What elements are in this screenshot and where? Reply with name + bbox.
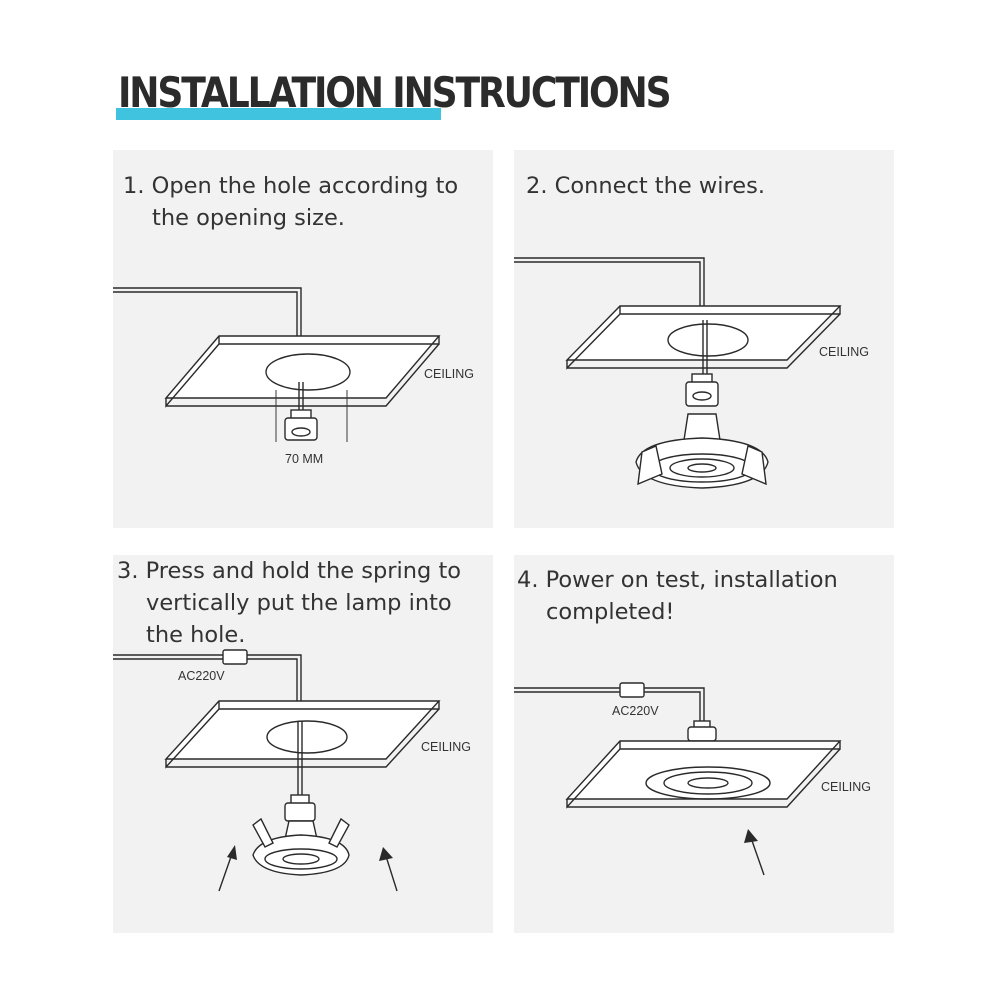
page-title: INSTALLATION INSTRUCTIONS [118, 68, 670, 117]
step-1-panel [113, 150, 493, 528]
step-1-line-2: the opening size. [152, 205, 345, 231]
wire [113, 288, 301, 336]
step-4-line-2: completed! [546, 599, 675, 625]
ceiling-label: CEILING [424, 367, 475, 381]
step-3-diagram [113, 555, 493, 933]
step-2-diagram [514, 150, 894, 528]
push-arrow-right [379, 847, 397, 891]
ceiling-board [567, 741, 840, 799]
step-4-line-1: 4. Power on test, installation [517, 567, 838, 593]
gu10-connector [688, 721, 716, 741]
wire [514, 688, 704, 725]
step-3-panel [113, 555, 493, 933]
voltage-label: AC220V [178, 669, 225, 683]
hole-size-label: 70 MM [285, 452, 324, 466]
terminal-block [620, 683, 644, 697]
step-2-panel [514, 150, 894, 528]
wire [514, 258, 704, 306]
ceiling-label: CEILING [421, 740, 472, 754]
ceiling-label: CEILING [819, 345, 870, 359]
ceiling-label: CEILING [821, 780, 872, 794]
spring-clip-left [253, 819, 273, 847]
voltage-label: AC220V [612, 704, 659, 718]
step-3-line-2: vertically put the lamp into [146, 590, 452, 616]
step-3-line-3: the hole. [146, 622, 246, 648]
step-4-diagram [514, 555, 894, 933]
step-4-panel [514, 555, 894, 933]
downlight-fixture [253, 819, 349, 875]
step-2-line-1: 2. Connect the wires. [526, 173, 766, 199]
gu10-connector [285, 410, 317, 440]
step-1-line-1: 1. Open the hole according to [123, 173, 459, 199]
push-arrow-left [219, 845, 237, 891]
step-1-diagram [113, 150, 493, 528]
step-3-line-1: 3. Press and hold the spring to [117, 558, 462, 584]
gu10-connector [285, 795, 315, 821]
terminal-block [223, 650, 247, 664]
downlight-fixture [636, 414, 768, 488]
spring-clip-right [329, 819, 349, 847]
push-arrow [744, 829, 764, 875]
gu10-connector [686, 374, 718, 406]
